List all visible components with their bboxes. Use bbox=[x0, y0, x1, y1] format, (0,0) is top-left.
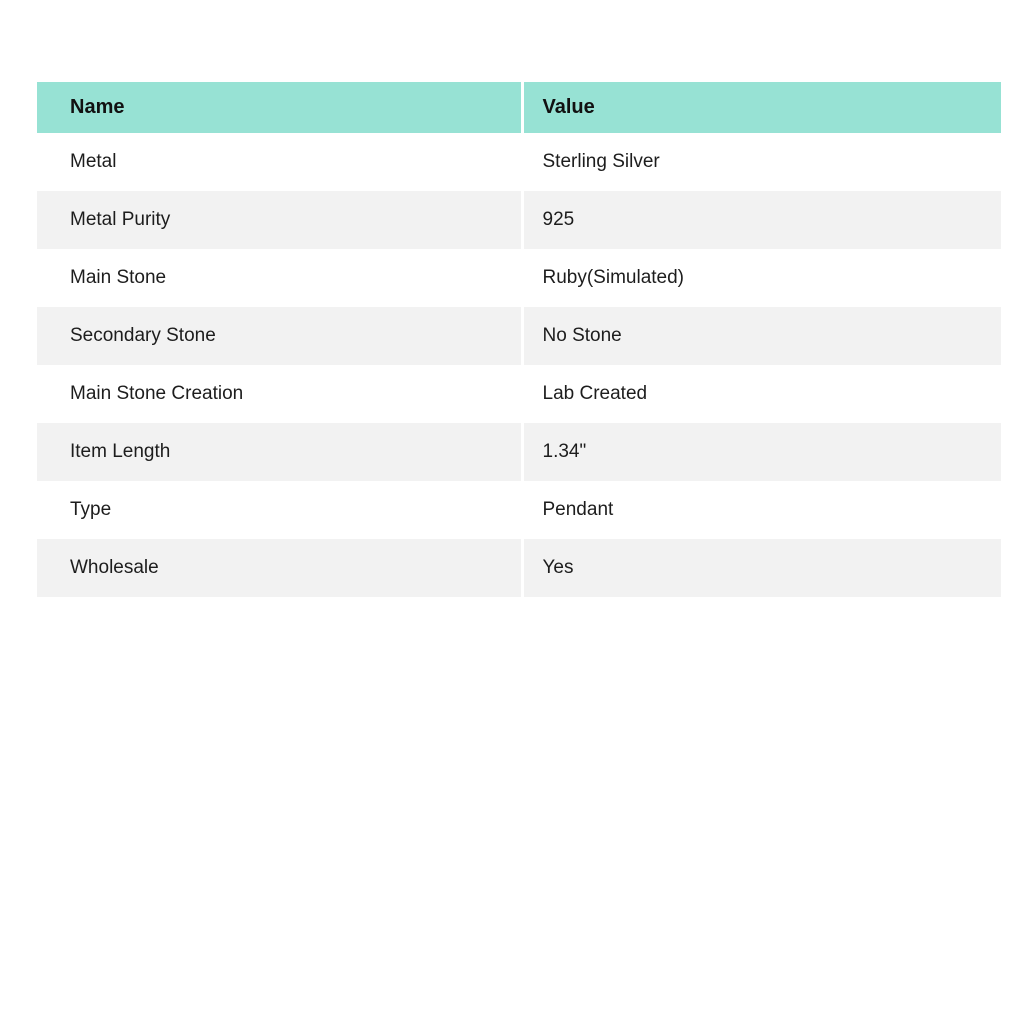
column-header-value: Value bbox=[522, 82, 1001, 133]
specs-table-header bbox=[37, 82, 1001, 133]
spec-name-cell: Wholesale bbox=[70, 557, 159, 578]
spec-value-cell: 925 bbox=[522, 191, 1001, 249]
specs-table-body bbox=[37, 133, 1001, 597]
table-row bbox=[37, 481, 1001, 539]
table-row bbox=[37, 133, 1001, 191]
product-specs-table bbox=[37, 82, 1001, 597]
spec-name-cell: Metal Purity bbox=[70, 209, 171, 230]
spec-name-cell: Metal bbox=[70, 151, 117, 172]
spec-name-cell: Main Stone Creation bbox=[70, 383, 244, 404]
spec-value-cell: Yes bbox=[522, 539, 1001, 597]
table-row bbox=[37, 423, 1001, 481]
spec-value-cell: Lab Created bbox=[522, 365, 1001, 423]
table-row bbox=[37, 191, 1001, 249]
spec-name-cell: Secondary Stone bbox=[70, 325, 216, 346]
table-row bbox=[37, 539, 1001, 597]
spec-value-cell: Sterling Silver bbox=[522, 133, 1001, 191]
spec-name-cell: Item Length bbox=[70, 441, 171, 462]
table-row bbox=[37, 307, 1001, 365]
header-row bbox=[37, 82, 1001, 133]
product-specs-section bbox=[37, 82, 1001, 597]
table-row bbox=[37, 249, 1001, 307]
spec-value-cell: Ruby(Simulated) bbox=[522, 249, 1001, 307]
spec-name-cell: Type bbox=[70, 499, 112, 520]
spec-value-cell: Pendant bbox=[522, 481, 1001, 539]
spec-name-cell: Main Stone bbox=[70, 267, 167, 288]
column-header-name: Name bbox=[70, 96, 125, 118]
spec-value-cell: 1.34" bbox=[522, 423, 1001, 481]
spec-value-cell: No Stone bbox=[522, 307, 1001, 365]
table-row bbox=[37, 365, 1001, 423]
